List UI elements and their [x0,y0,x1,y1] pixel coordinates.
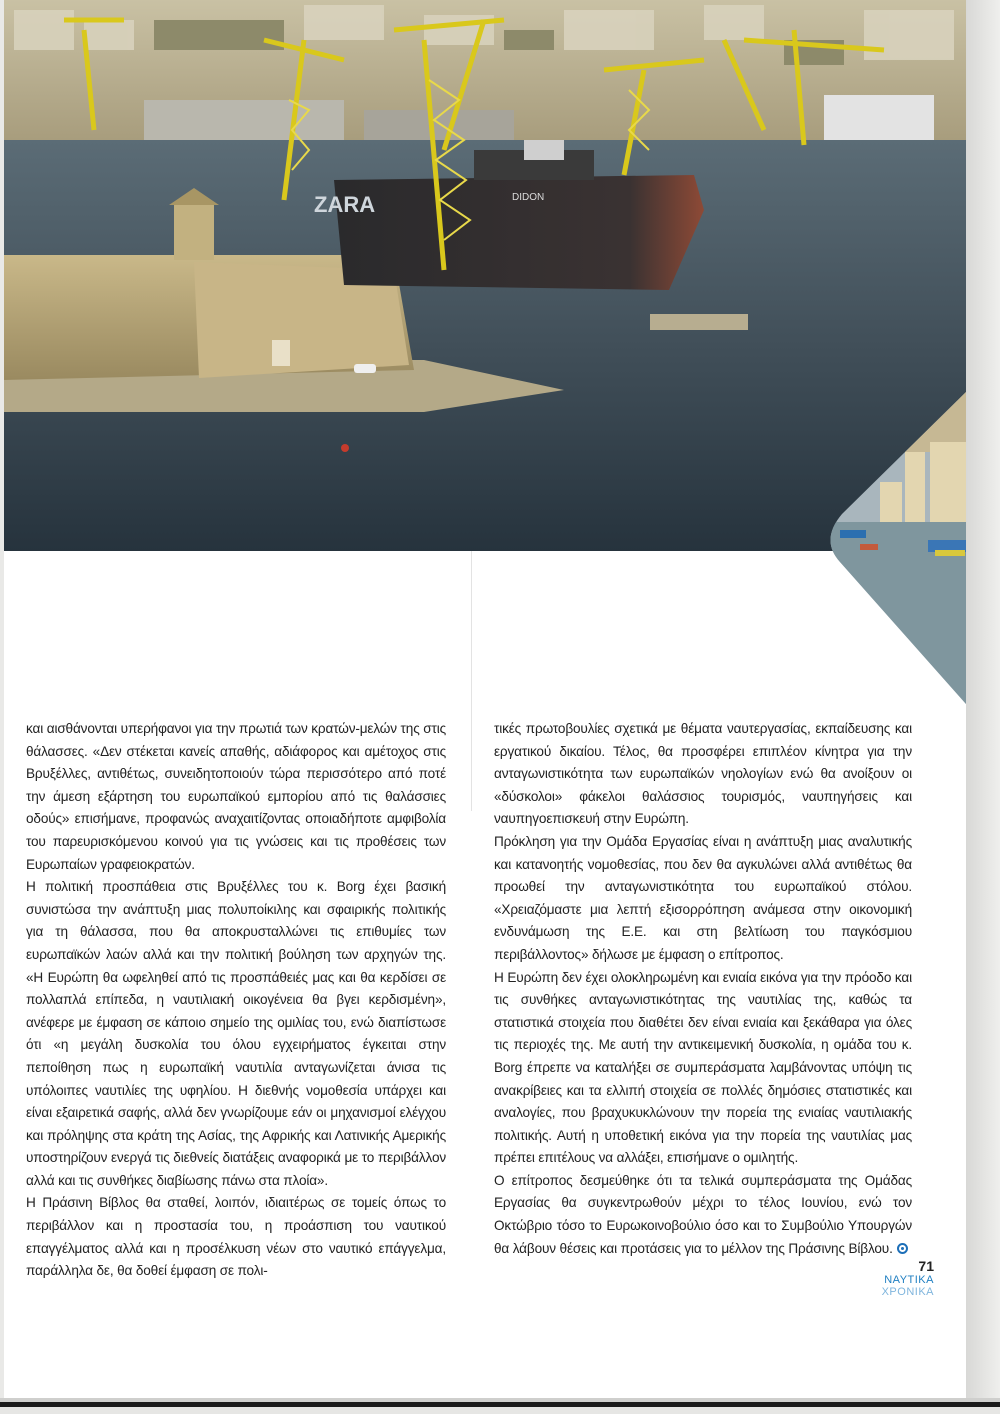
article-paragraph: Η πολιτική προσπάθεια στις Βρυξέλλες του κ. Borg έχει βασική συνιστώσα την ανάπτυξη μιας πολυποίκιλης και σφαιρικής πολιτικής για τη θάλασσα, που θα αποκρυσταλλώνει τις επιθυμίες των ευρωπαϊκών λαών αλλά και την πολιτική βούληση των αρχηγών της. «Η Ευρώπη θα ωφεληθεί από τις προσπάθειές μας και θα κερδίσει σε πολλαπλά επίπεδα, η ναυτιλιακή οικογένεια θα βγει κερδισμένη», ανέφερε με έμφαση σε κάποιο σημείο της ομιλίας του, ενώ διαπίστωσε ότι «η μεγάλη δυσκολία του όλου εγχειρήματος έγκειται στην πεποίθηση πως η ευρωπαϊκή ναυτιλία ανταγωνίζεται άνισα τις υπόλοιπες ναυτιλίες της υφηλίου. Η διεθνής νομοθεσία υπάρχει και είναι εξαιρετικά σαφής, αλλά δεν γνωρίζουμε εάν οι μηχανισμοί ελέγχου και πρόληψης στα κράτη της Ασίας, της Αφρικής και Λατινικής Αμερικής υποστηρίζουν ενεργά τις διεθνείς διατάξεις αναφορικά με το περιβάλλον αλλά και τις συνθήκες διαβίωσης πάνω στα πλοία». [26,879,446,1188]
article-paragraph: τικές πρωτοβουλίες σχετικά με θέματα ναυτεργασίας, εκπαίδευσης και εργατικού δικαίου. Τέλος, θα προσφέρει επιπλέον κίνητρα για την ανταγωνιστικότητα των ευρωπαϊκών νηολογίων ενώ θα ανοίξουν οι «δύσκολοι» φάκελοι θαλάσσιος τουρισμός, ναυπηγήσεις και ναυπηγοεπισκευή στην Ευρώπη. [494,721,912,827]
article-paragraph: Πρόκληση για την Ομάδα Εργασίας είναι η ανάπτυξη μιας αναλυτικής και κατανοητής νομοθεσίας, που δεν θα αγκυλώνει αλλά αντιθέτως θα προωθεί την ανταγωνιστικότητα του ευρωπαϊκού στόλου. «Χρειαζόμαστε μια λεπτή εξισορρόπηση ανάμεσα στην οικονομική ενδυνάμωση της Ε.Ε. και στη βελτίωση του παγκόσμιου περιβάλλοντος» δήλωσε με έμφαση ο επίτροπος. [494,833,912,962]
hull-lettering: ZARA [314,192,376,217]
article-left-column [26,718,446,1283]
article-paragraph: Η Ευρώπη δεν έχει ολοκληρωμένη και ενιαία εικόνα για την πρόοδο και τις συνθήκες ανταγωνιστικότητας της ναυτιλίας της, καθώς τα στατιστικά στοιχεία που διαθέτει δεν είναι ενιαία και ξεκάθαρα για όλες τις περιοχές της. Με αυτή την αντικειμενική δυσκολία, η ομάδα του κ. Borg έπρεπε να καταλήξει σε συμπεράσματα λαμβάνοντας υπόψη τις ανακρίβειες και τα ελλιπή στοιχεία σε πολλές δημόσιες στατιστικές και αναλογίες, που βραχυκυκλώνουν την πορεία της ενιαίας ναυτιλιακής πολιτικής. Αυτή η υποθετική εικόνα για την πορεία της ναυτιλίας μας πρέπει επιτέλους να αλλάξει, επισήμανε ο ομιλητής. [494,969,912,1166]
magazine-subtitle: ΧΡΟΝΙΚΑ [881,1286,934,1298]
article-last-paragraph [494,1170,912,1260]
inset-photo-illustration [820,392,966,704]
scan-bottom-edge [0,1398,1000,1414]
page-gutter-shadow [966,0,1000,1398]
article-paragraph: Ο επίτροπος δεσμεύθηκε ότι τα τελικά συμπεράσματα της Ομάδας Εργασίας θα συγκεντρωθούν μέχρι το τέλος Ιουνίου, ενώ τον Οκτώβριο τόσο το Ευρωκοινοβούλιο όσο και το Συμβούλιο Υπουργών θα λάβουν θέσεις και προτάσεις για το μέλλον της Πράσινης Βίβλου. [494,1172,912,1256]
article-paragraph: και αισθάνονται υπερήφανοι για την πρωτιά των κρατών-μελών της στις θάλασσες. «Δεν στέκεται κανείς απαθής, αδιάφορος και αμέτοχος στις Βρυξέλλες, αντιθέτως, συνειδητοποιούν τώρα περισσότερο από ποτέ την άμεση εξάρτηση του ευρωπαϊκού εμπορίου από τις θαλάσσιες οδούς» επισήμανε, προφανώς αναχαιτίζοντας οποιαδήποτε αμφιβολία του παρευρισκόμενου κοινού για τις γνώσεις και τις προθέσεις των Ευρωπαίων γραφειοκρατών. [26,721,446,872]
article-right-column [494,718,912,1260]
magazine-name: ΝΑΥΤΙΚΑ [884,1274,934,1286]
fishing-harbour-inset-photo [820,392,966,704]
page-number: 71 [918,1258,934,1274]
ship-name: DIDON [512,192,545,203]
page-folio [882,1258,934,1298]
column-divider [471,551,472,811]
end-of-article-icon [897,1243,908,1254]
article-paragraph: Η Πράσινη Βίβλος θα σταθεί, λοιπόν, ιδιαιτέρως σε τομείς όπως το περιβάλλον και η προστασία του, η προάσπιση του ναυτικού επαγγέλματος αλλά και η προσέλκυση νέων στο ναυτικό επάγγελμα, παράλληλα δε, θα δοθεί έμφαση σε πολι- [26,1195,446,1279]
